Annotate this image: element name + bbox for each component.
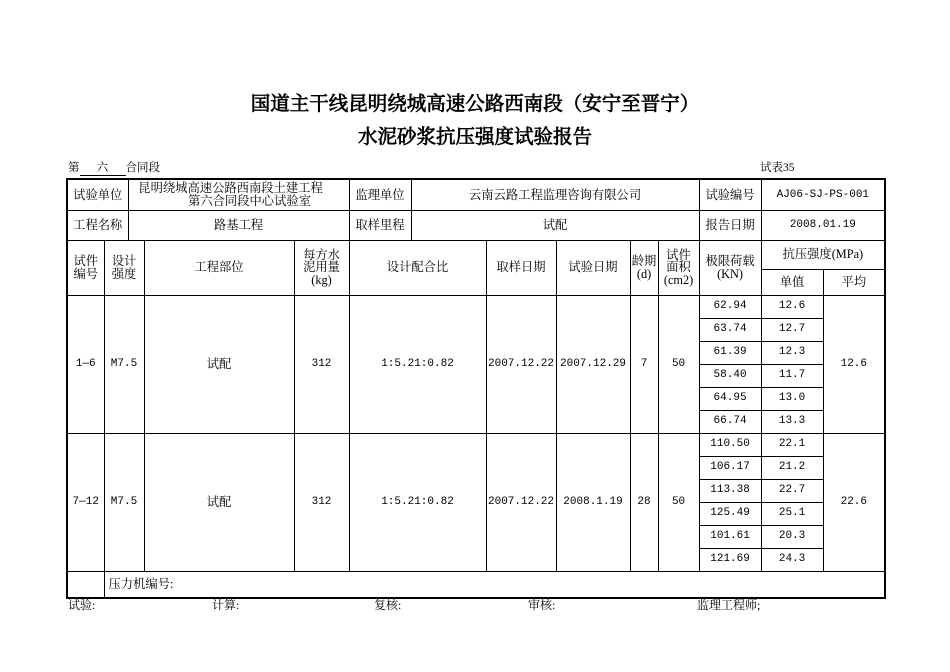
header-mix-ratio [349,240,486,295]
max-load-cell: 101.61 [699,525,761,548]
header-line: 试件 [666,247,691,262]
table-row [67,433,885,456]
report-date-value: 2008.01.19 [761,210,885,240]
strength-value-cell: 13.3 [761,410,823,433]
strength-value-cell: 12.3 [761,341,823,364]
header-test-date [556,240,630,295]
age-cell: 28 [630,433,658,571]
info-row [67,210,885,240]
supervisor-value: 云南云路工程监理咨询有限公司 [411,179,699,210]
max-load-cell: 106.17 [699,456,761,479]
supervisor-label: 监理单位 [349,179,411,210]
sampling-date-cell: 2007.12.22 [486,433,556,571]
location-cell: 试配 [144,295,294,433]
strength-value-cell: 25.1 [761,502,823,525]
header-line: 龄期 [631,254,657,268]
strength-value-cell: 11.7 [761,364,823,387]
header-line: 每方水 [303,247,340,262]
report-title-line2: 水泥砂浆抗压强度试验报告 [357,127,592,148]
header-cement-per-m3 [294,240,349,295]
max-load-cell: 113.38 [699,479,761,502]
strength-value-cell: 12.7 [761,318,823,341]
max-load-cell: 110.50 [699,433,761,456]
header-line: 设计 [111,254,137,268]
max-load-cell: 64.95 [699,387,761,410]
test-no-label: 试验编号 [699,179,761,210]
sampling-location-value: 试配 [411,210,699,240]
header-line: (kg) [311,272,332,287]
report-date-label: 报告日期 [699,210,761,240]
header-line: 设计配合比 [386,260,449,275]
header-line: 试验日期 [568,260,618,275]
area-cell: 50 [658,295,699,433]
area-cell: 50 [658,433,699,571]
strength-value-cell: 22.1 [761,433,823,456]
header-area [658,240,699,295]
header-sampling-date [486,240,556,295]
press-machine-label: 压力机编号: [104,571,885,598]
form-number: 试表35 [760,162,795,174]
header-average: 平均 [823,269,885,295]
cement-cell: 312 [294,433,349,571]
footer-reviewer-label: 审核: [528,598,556,612]
test-unit-line: 第六合同段中心试验室 [188,193,311,208]
project-value: 路基工程 [128,210,349,240]
strength-value-cell: 21.2 [761,456,823,479]
strength-value-cell: 24.3 [761,548,823,571]
header-design-strength [104,240,144,295]
project-label: 工程名称 [67,210,128,240]
average-strength-cell: 22.6 [823,433,885,571]
design-strength-cell: M7.5 [104,295,144,433]
test-no-value: AJ06-SJ-PS-001 [761,179,885,210]
header-line: (KN) [717,266,744,281]
test-date-cell: 2007.12.29 [556,295,630,433]
header-line: 试件 [73,254,99,268]
info-row [67,179,885,210]
header-max-load [699,240,761,295]
contract-suffix: 合同段 [125,162,160,174]
contract-number: 六 [80,161,126,176]
cement-cell: 312 [294,295,349,433]
test-unit-value [128,179,349,210]
report-title-line1: 国道主干线昆明绕城高速公路西南段（安宁至晋宁） [250,94,700,115]
mix-ratio-cell: 1:5.21:0.82 [349,295,486,433]
table-row [67,295,885,318]
header-location [144,240,294,295]
footer-supervisor-engineer-label: 监理工程师; [697,598,761,612]
header-line: 极限荷载 [705,254,755,268]
design-strength-cell: M7.5 [104,433,144,571]
max-load-cell: 61.39 [699,341,761,364]
max-load-cell: 63.74 [699,318,761,341]
mix-ratio-cell: 1:5.21:0.82 [349,433,486,571]
footer-checker-label: 复核: [374,598,402,612]
footer-tester-label: 试验: [68,598,96,612]
footer-calculator-label: 计算: [212,598,240,612]
strength-value-cell: 22.7 [761,479,823,502]
header-line: 取样日期 [496,260,546,275]
header-age [630,240,658,295]
strength-value-cell: 12.6 [761,295,823,318]
header-single-value: 单值 [761,269,823,295]
test-unit-line: 昆明绕城高速公路西南段土建工程 [138,181,323,196]
strength-value-cell: 20.3 [761,525,823,548]
max-load-cell: 121.69 [699,548,761,571]
max-load-cell: 58.40 [699,364,761,387]
contract-prefix: 第 [68,162,80,174]
header-line: 强度 [111,266,137,281]
max-load-cell: 66.74 [699,410,761,433]
sampling-location-label: 取样里程 [349,210,411,240]
max-load-cell: 62.94 [699,295,761,318]
average-strength-cell: 12.6 [823,295,885,433]
header-line: (cm2) [663,272,694,287]
header-line: 编号 [73,266,99,281]
header-line: (d) [636,266,652,281]
strength-value-cell: 13.0 [761,387,823,410]
specimen-no-cell: 7—12 [67,433,104,571]
header-specimen-no [67,240,104,295]
location-cell: 试配 [144,433,294,571]
specimen-no-cell: 1—6 [67,295,104,433]
press-row [67,571,885,598]
max-load-cell: 125.49 [699,502,761,525]
header-row [67,240,885,269]
contract-section [68,160,160,176]
age-cell: 7 [630,295,658,433]
header-line: 面积 [666,260,691,275]
test-date-cell: 2008.1.19 [556,433,630,571]
header-line: 工程部位 [194,260,244,275]
sampling-date-cell: 2007.12.22 [486,295,556,433]
test-unit-label: 试验单位 [67,179,128,210]
header-line: 泥用量 [303,260,340,275]
press-empty-cell [67,571,104,598]
report-table [66,178,886,599]
header-compressive-strength: 抗压强度(MPa) [761,240,885,269]
